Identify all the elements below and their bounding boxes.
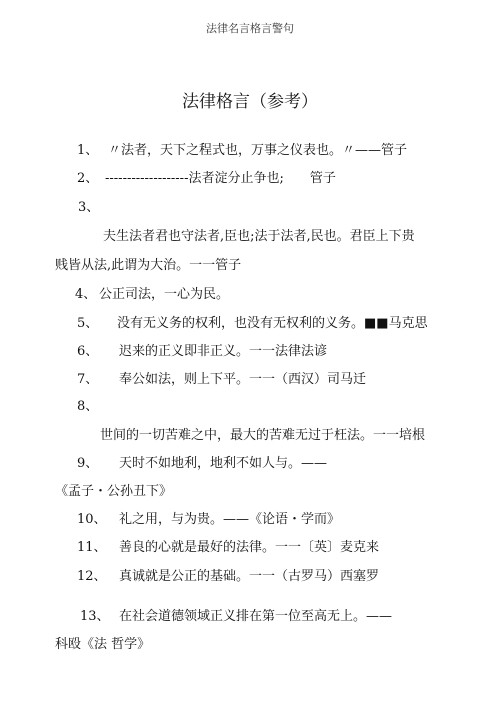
list-item-text: 真诚就是公正的基础。一一（古罗马）西塞罗 (119, 569, 380, 584)
list-item-number: 7、 (77, 372, 99, 387)
list-item-text: 《孟子・公孙丑下》 (55, 484, 173, 499)
list-item-text: 〃法者，天下之程式也，万事之仪表也。〃——管子 (108, 143, 408, 158)
list-item-text: 奉公如法，则上下平。一一（西汉）司马迁 (119, 372, 367, 387)
list-item-number: 8、 (77, 399, 99, 414)
list-item-text: 天时不如地利，地利不如人与。—— (119, 456, 328, 471)
list-item-number: 1、 (77, 143, 99, 158)
document-title: 法律格言（参考） (182, 92, 318, 112)
list-item-text: 迟来的正义即非正义。一一法律法谚 (119, 344, 328, 359)
list-item-number: 12、 (77, 569, 107, 584)
list-item-number: 2、 (77, 171, 99, 186)
list-item-number: 5、 (77, 316, 99, 331)
list-item-number: 13、 (80, 609, 110, 624)
list-item-number: 11、 (77, 540, 107, 555)
list-item-text: 礼之用，与为贵。——《论语・学而》 (119, 512, 341, 527)
list-item-text: 世间的一切苦难之中，最大的苦难无过于枉法。一一培根 (100, 428, 426, 443)
list-item-text: 善良的心就是最好的法律。一一〔英〕麦克来 (119, 540, 380, 555)
list-item-text: 公正司法，一心为民。 (99, 287, 230, 302)
list-item-text: 贱皆从法,此谓为大治。一一管子 (55, 258, 242, 273)
page-header: 法律名言格言警句 (206, 22, 294, 35)
list-item-number: 6、 (77, 344, 99, 359)
list-item-number: 10、 (77, 512, 107, 527)
list-item-number: 9、 (77, 456, 99, 471)
list-item-number: 3、 (78, 200, 100, 215)
list-item-text: 夫生法者君也守法者,臣也;法于法者,民也。君臣上下贵 (103, 229, 415, 244)
list-item-text: 没有无义务的权利，也没有无权利的义务。■■马克思 (117, 316, 428, 331)
list-item-text: 科殴《法 哲学》 (55, 637, 151, 652)
list-item-number: 4、 (75, 287, 97, 302)
list-item-text: 在社会道德领域正义排在第一位至高无上。—— (119, 609, 393, 624)
list-item-text: -------------------法者淀分止争也; 管子 (105, 171, 336, 186)
